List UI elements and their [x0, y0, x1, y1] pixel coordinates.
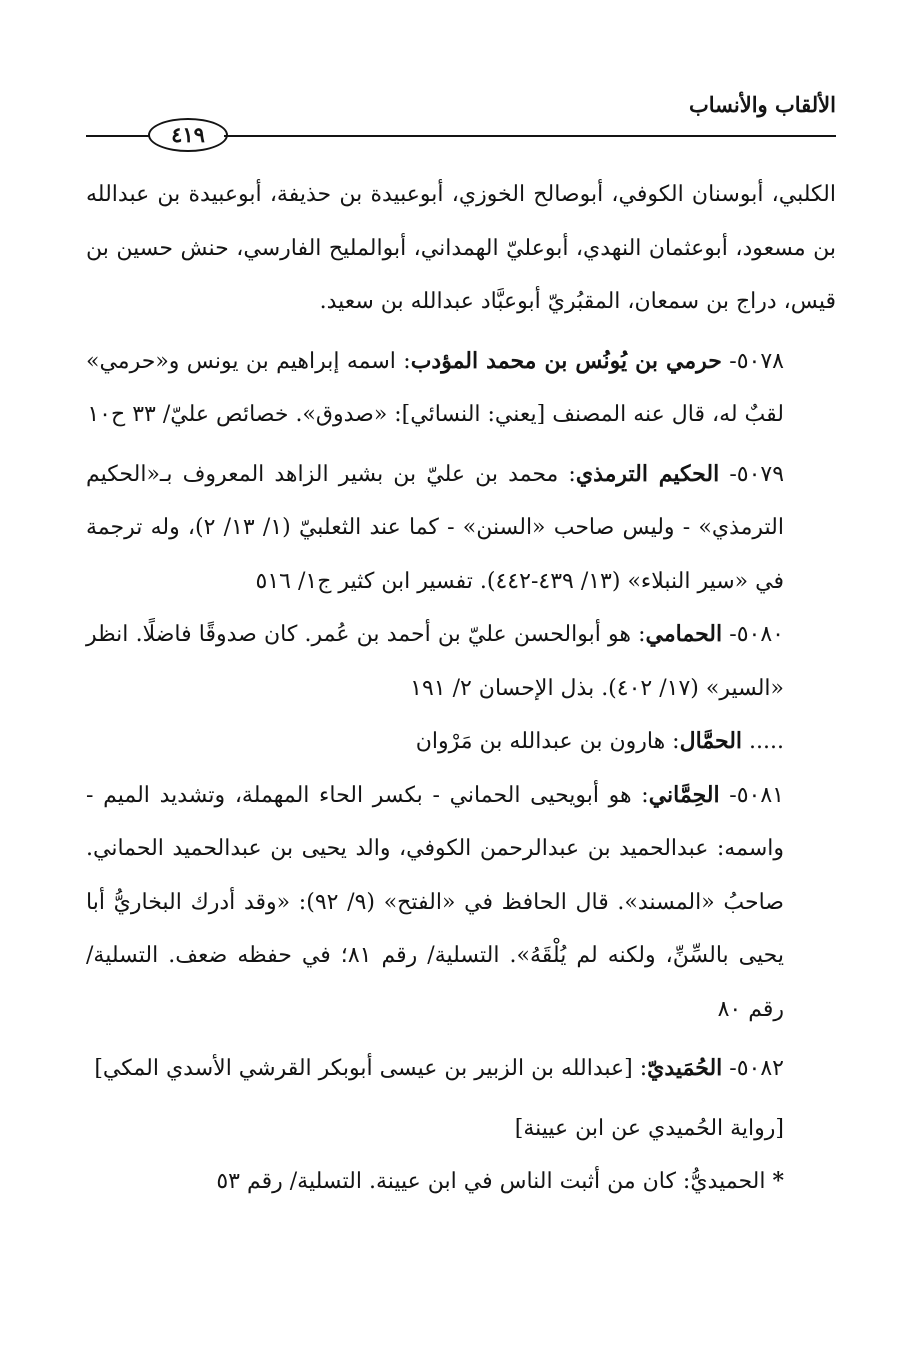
- entry-heading: حرمي بن يُونُس بن محمد المؤدب: [410, 347, 722, 374]
- entry-number: ٥٠٧٩-: [729, 461, 785, 487]
- entry-text: : اسمه إبراهيم بن يونس و«حرمي» لقبٌ له، قال عنه المصنف [يعني: النسائي]: «صدوق». خصائص عليّ/ ٣٣ ح١٠: [86, 348, 784, 427]
- entry-heading: الحُمَيديّ: [647, 1055, 723, 1081]
- entry-heading: الحِمَّاني: [648, 781, 720, 808]
- note-text: الحميديُّ: كان من أثبت الناس في ابن عيينة. التسلية/ رقم ٥٣: [216, 1169, 766, 1194]
- page-body: [86, 168, 836, 1209]
- header-rule-right: [224, 135, 836, 137]
- page-number: ٤١٩: [148, 118, 228, 152]
- entry-number: ٥٠٨١-: [729, 782, 784, 808]
- entry-5081: [86, 769, 836, 1037]
- entry-5080: [86, 608, 836, 715]
- entry-text: : هارون بن عبدالله بن مَرْوان: [415, 729, 680, 754]
- entry-number: .....: [749, 729, 784, 754]
- entry-number: ٥٠٨٠-: [729, 622, 784, 647]
- entry-text: : [عبدالله بن الزبير بن عيسى أبوبكر القرشي الأسدي المكي]: [94, 1056, 648, 1081]
- entry-5079: [86, 448, 836, 609]
- entry-hammal: [86, 715, 836, 769]
- star-marker: *: [772, 1168, 784, 1194]
- continuation-paragraph: الكلبي، أبوسنان الكوفي، أبوصالح الخوزي، أبوعبيدة بن حذيفة، أبوعبيدة بن عبدالله بن مسعود، أبوعثمان النهدي، أبوعليّ الهمداني، أبوالمليح الفارسي، حنش حسين بن قيس، دراج بن سمعان، المقبُريّ أبوعبَّاد عبدالله بن سعيد.: [86, 182, 837, 314]
- note-paragraph: [86, 1155, 836, 1209]
- entry-heading: الحمامي: [645, 621, 723, 647]
- entry-heading: الحكيم الترمذي: [575, 460, 720, 487]
- entry-number: ٥٠٧٨-: [729, 348, 784, 374]
- entry-heading: الحمَّال: [679, 728, 743, 754]
- running-title: الألقاب والأنساب: [688, 92, 836, 117]
- entry-number: ٥٠٨٢-: [729, 1056, 784, 1081]
- section-heading: [رواية الحُميدي عن ابن عيينة]: [514, 1115, 784, 1141]
- entry-5082: [86, 1042, 836, 1096]
- entry-text: : محمد بن عليّ بن بشير الزاهد المعروف بـ«الحكيم الترمذي» - وليس صاحب «السنن» - كما عند الثعلبيّ (١/ ١٣/ ٢)، وله ترجمة في «سير النبلاء» (١٣/ ٤٣٩-٤٤٢). تفسير ابن كثير ج١/ ٥١٦: [86, 461, 784, 594]
- entry-text: : هو أبويحيى الحماني - بكسر الحاء المهملة، وتشديد الميم - واسمه: عبدالحميد بن عبدالرحمن الكوفي، والد يحيى بن عبدالحميد الحماني. صاحبُ «المسند». قال الحافظ في «الفتح» (٩/ ٩٢): «وقد أدرك البخاريُّ أبا يحيى بالسِّنِّ، ولكنه لم يُلْقَهُ». التسلية/ رقم ٨١؛ في حفظه ضعف. التسلية/ رقم ٨٠: [86, 782, 784, 1022]
- header-rule-left: [86, 135, 150, 137]
- page-header: [0, 0, 920, 160]
- entry-5078: [86, 335, 836, 442]
- entry-text: : هو أبوالحسن عليّ بن أحمد بن عُمر. كان صدوقًا فاضلًا. انظر «السير» (١٧/ ٤٠٢). بذل الإحسان ٢/ ١٩١: [86, 622, 784, 701]
